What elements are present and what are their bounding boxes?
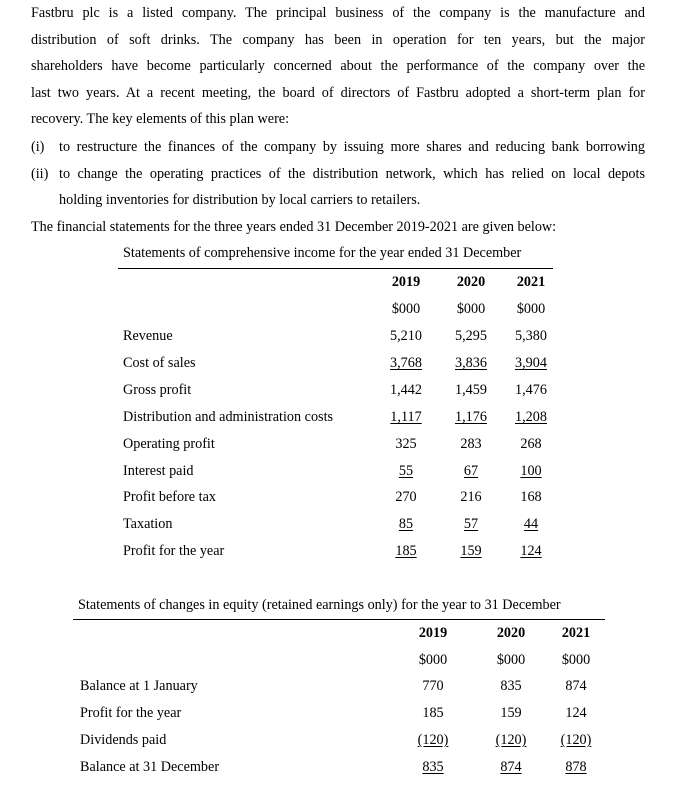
plan-item-number: (ii) — [31, 166, 49, 182]
intro-line: distribution of soft drinks. The company has been in operation for ten years, but the major — [31, 31, 645, 48]
value-cell: 770 — [422, 678, 444, 694]
value-cell: 5,210 — [390, 328, 422, 344]
underlined-value: 3,768 — [390, 354, 422, 371]
intro-line: recovery. The key elements of this plan were: — [31, 111, 290, 127]
year-header: 2021 — [561, 625, 591, 641]
row-label: Cost of sales — [123, 354, 196, 371]
plan-item-2 — [31, 161, 645, 213]
value-cell — [501, 516, 561, 533]
value-cell — [481, 732, 541, 749]
underlined-value: 3,904 — [515, 354, 547, 371]
underlined-value: 85 — [398, 516, 414, 533]
income-statement-rule — [118, 268, 553, 269]
row-label: Revenue — [123, 328, 173, 344]
year-header: 2019 — [418, 625, 448, 641]
value-cell — [376, 463, 436, 480]
value-cell: 835 — [500, 678, 522, 694]
value-cell — [376, 409, 436, 426]
unit-header: $000 — [391, 301, 421, 317]
underlined-value: 874 — [500, 759, 522, 775]
statements-intro: The financial statements for the three years ended 31 December 2019-2021 are given below: — [31, 219, 557, 235]
underlined-value: 55 — [398, 462, 414, 479]
row-label: Interest paid — [123, 462, 194, 479]
value-cell: 268 — [520, 435, 542, 452]
value-cell — [501, 409, 561, 426]
value-cell: 325 — [395, 435, 417, 452]
value-cell: 1,476 — [515, 381, 547, 398]
row-label: Profit for the year — [80, 705, 182, 721]
underlined-value: 835 — [422, 759, 444, 775]
equity-statement-caption: Statements of changes in equity (retained earnings only) for the year to 31 December — [78, 597, 561, 613]
intro-paragraph — [31, 0, 645, 133]
value-cell: 270 — [395, 489, 417, 506]
equity-statement-rule — [73, 619, 605, 620]
value-cell — [441, 516, 501, 533]
underlined-value: (120) — [560, 732, 592, 748]
underlined-value: 185 — [395, 543, 417, 560]
underlined-value: 1,117 — [390, 408, 422, 425]
underlined-value: 67 — [463, 462, 479, 479]
underlined-value: 100 — [520, 462, 542, 479]
row-label: Balance at 31 December — [80, 759, 220, 775]
plan-item-1 — [31, 134, 645, 160]
value-cell: 124 — [565, 705, 587, 721]
value-cell — [376, 355, 436, 372]
value-cell: 185 — [422, 705, 444, 721]
year-header: 2019 — [391, 274, 421, 290]
value-cell — [376, 543, 436, 560]
year-header: 2020 — [456, 274, 486, 290]
row-label: Distribution and administration costs — [123, 408, 334, 425]
value-cell — [376, 516, 436, 533]
unit-header: $000 — [561, 652, 591, 668]
underlined-value: 3,836 — [455, 354, 487, 371]
plan-item-line: to restructure the finances of the company by issuing more shares and reducing bank borrowing — [59, 139, 645, 155]
plan-item-text — [59, 161, 645, 213]
underlined-value: 57 — [463, 516, 479, 533]
value-cell — [501, 463, 561, 480]
value-cell — [501, 355, 561, 372]
intro-line: Fastbru plc is a listed company. The principal business of the company is the manufacture and — [31, 5, 645, 21]
unit-header: $000 — [456, 301, 486, 317]
income-statement-caption: Statements of comprehensive income for the year ended 31 December — [123, 245, 522, 261]
value-cell — [481, 759, 541, 776]
underlined-value: (120) — [495, 732, 527, 748]
row-label: Gross profit — [123, 381, 192, 398]
year-header: 2021 — [516, 274, 546, 290]
plan-item-text — [59, 134, 645, 160]
value-cell: 159 — [500, 705, 522, 721]
underlined-value: 159 — [460, 543, 482, 560]
value-cell: 283 — [460, 435, 482, 452]
plan-item-line: holding inventories for distribution by local carriers to retailers. — [59, 192, 421, 208]
intro-line: last two years. At a recent meeting, the board of directors of Fastbru adopted a short-term plan for — [31, 84, 645, 101]
underlined-value: 44 — [523, 516, 539, 533]
underlined-value: 1,208 — [515, 408, 547, 425]
value-cell — [441, 409, 501, 426]
row-label: Profit for the year — [123, 543, 225, 560]
unit-header: $000 — [516, 301, 546, 317]
value-cell — [403, 759, 463, 776]
row-label: Balance at 1 January — [80, 678, 198, 694]
year-header: 2020 — [496, 625, 526, 641]
unit-header: $000 — [496, 652, 526, 668]
value-cell — [546, 732, 606, 749]
value-cell: 874 — [565, 678, 587, 694]
row-label: Taxation — [123, 516, 173, 533]
unit-header: $000 — [418, 652, 448, 668]
plan-item-number: (i) — [31, 139, 45, 155]
value-cell — [403, 732, 463, 749]
underlined-value: 1,176 — [455, 408, 487, 425]
value-cell — [501, 543, 561, 560]
value-cell — [441, 543, 501, 560]
underlined-value: 124 — [520, 543, 542, 560]
value-cell: 5,295 — [455, 328, 487, 344]
value-cell: 168 — [520, 489, 542, 506]
value-cell: 216 — [460, 489, 482, 506]
row-label: Operating profit — [123, 435, 215, 452]
value-cell — [546, 759, 606, 776]
value-cell: 1,442 — [390, 381, 422, 398]
value-cell — [441, 355, 501, 372]
plan-item-line: to change the operating practices of the distribution network, which has relied on local depots — [59, 166, 645, 182]
row-label: Profit before tax — [123, 489, 216, 506]
underlined-value: (120) — [417, 732, 449, 748]
value-cell: 5,380 — [515, 328, 547, 344]
value-cell — [441, 463, 501, 480]
row-label: Dividends paid — [80, 732, 167, 748]
intro-line: shareholders have become particularly concerned about the performance of the company over the — [31, 58, 645, 74]
value-cell: 1,459 — [455, 381, 487, 398]
underlined-value: 878 — [565, 759, 587, 775]
